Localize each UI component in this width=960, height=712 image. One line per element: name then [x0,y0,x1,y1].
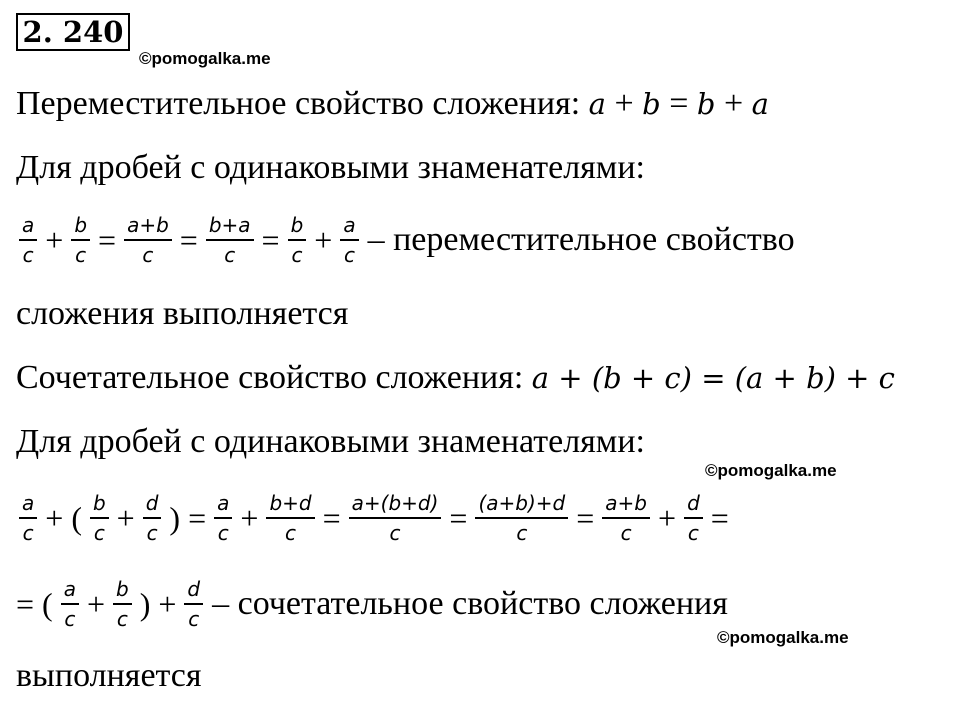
fraction [71,211,90,269]
denominator: c [75,243,87,267]
commutative-label: Переместительное свойство сложения: [16,85,589,122]
fraction [113,575,132,633]
fraction [266,489,314,547]
numerator: a [217,491,230,515]
numerator: b [74,213,88,237]
plus-sign: + [240,499,259,536]
denominator: c [64,607,76,631]
open-paren: = ( [16,585,53,622]
denominator: c [343,243,355,267]
fraction [206,211,254,269]
denominator: c [146,521,158,545]
problem-number-box [16,13,130,51]
numerator: b [92,491,106,515]
denominator: c [116,607,128,631]
fraction [214,489,232,547]
associative-conclusion: выполняется [16,657,202,694]
plus-sign: + [658,499,677,536]
close-paren: ) = [169,499,207,536]
fraction [475,489,568,547]
denominator: c [224,243,236,267]
fraction [184,575,203,633]
open-paren: + ( [45,499,82,536]
equals-sign: = [660,85,697,122]
numerator: a+b [605,491,648,515]
watermark-bottom: ©pomogalka.me [717,628,849,647]
denominator: c [22,243,34,267]
fraction [143,489,162,547]
var-a: a [588,87,606,121]
denominator: c [22,521,34,545]
fraction [340,211,358,269]
equals-sign: = [179,221,198,258]
plus-sign: + [605,85,643,122]
denominator: c [142,243,154,267]
watermark-middle: ©pomogalka.me [705,461,837,480]
plus-sign: + [45,221,64,258]
denominator: c [516,521,528,545]
fraction [90,489,109,547]
fraction [124,211,172,269]
close-paren: ) + [139,585,177,622]
numerator: b [116,577,129,601]
var-b: b [642,87,661,121]
numerator: b+a [208,213,251,237]
numerator: a+(b+d) [351,491,439,515]
problem-number: 2. 240 [22,15,124,49]
numerator: d [187,577,201,601]
numerator: b+d [269,491,312,515]
fraction [61,575,79,633]
associative-statement [16,358,895,398]
commutative-conclusion: сложения выполняется [16,295,349,332]
fraction [288,211,307,269]
equals-sign: = [576,499,595,536]
denominator: c [217,521,229,545]
plus-sign: + [715,85,752,122]
denominator: c [687,521,699,545]
commutative-statement [16,84,769,124]
var-a: a [751,87,769,121]
numerator: d [687,491,700,515]
plus-sign: + [86,585,106,622]
equals-sign: = [261,221,280,258]
denominator: c [188,607,200,631]
associative-fraction-equation [16,478,734,558]
commutative-fraction-equation [16,200,795,280]
fraction [19,211,37,269]
denominator: c [93,521,105,545]
fractions-intro-1: Для дробей с одинаковыми знаменателями: [16,149,645,186]
associative-label: Сочетательное свойство сложения: [16,359,532,396]
fraction [602,489,650,547]
commutative-tail-text: – переместительное свойство [367,221,795,258]
fraction [684,489,703,547]
plus-sign: + [314,221,333,258]
equals-sign: = [449,499,468,536]
denominator: c [389,521,401,545]
plus-sign: + [116,499,135,536]
numerator: a [63,577,76,601]
associative-tail-text: – сочетательное свойство сложения [212,585,728,622]
numerator: b [290,213,304,237]
fraction [349,489,442,547]
numerator: a+b [127,213,169,237]
equals-sign: = [710,499,729,536]
associative-fraction-equation-cont [16,564,728,644]
watermark-top: ©pomogalka.me [139,49,271,68]
denominator: c [285,521,297,545]
equals-sign: = [98,221,117,258]
fractions-intro-2: Для дробей с одинаковыми знаменателями: [16,423,645,460]
numerator: (a+b)+d [478,491,566,515]
associative-formula: a + (b + c) = (a + b) + c [531,361,895,395]
numerator: d [145,491,159,515]
fraction [19,489,37,547]
numerator: a [22,491,35,515]
equals-sign: = [322,499,341,536]
var-b: b [696,87,716,121]
denominator: c [291,243,303,267]
numerator: a [22,213,35,237]
numerator: a [343,213,356,237]
denominator: c [620,521,632,545]
